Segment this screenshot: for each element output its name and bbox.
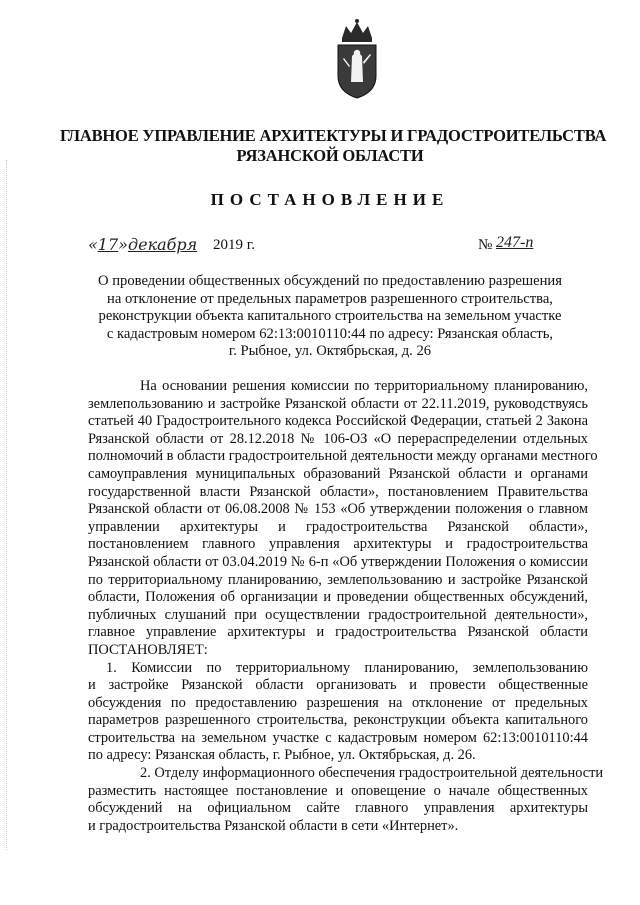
org-title-line-2: РЯЗАНСКОЙ ОБЛАСТИ	[236, 146, 424, 165]
subject-line: реконструкции объекта капитального строительства на земельном участке	[98, 308, 562, 325]
body-line: и застройке Рязанской области организовать и провести общественные	[88, 677, 588, 694]
body-line: параметров разрешенного строительства, реконструкции объекта капитального	[88, 712, 588, 729]
body-line: Рязанской области от 06.08.2008 № 153 «Об утверждении положения о главном	[88, 501, 588, 518]
handwritten-date	[88, 235, 197, 254]
subject-line: на отклонение от предельных параметров разрешенного строительства,	[107, 290, 553, 307]
body-line: по адресу: Рязанская область, г. Рыбное, ул. Октябрьская, д. 26.	[88, 747, 476, 764]
org-title-line-1: ГЛАВНОЕ УПРАВЛЕНИЕ АРХИТЕКТУРЫ И ГРАДОСТРОИТЕЛЬСТВА	[60, 126, 607, 145]
body-line: постановлением главного управления архитектуры и градостроительства	[88, 536, 588, 553]
date-open-quote: «	[88, 235, 98, 254]
body-line: области, Положения об организации и проведении общественных обсуждений,	[88, 589, 588, 606]
body-line: полномочий в области градостроительной деятельности между органами местного	[88, 448, 598, 465]
body-line: по территориальному планированию, землепользованию и застройке Рязанской	[88, 571, 588, 588]
body-line: Рязанской области от 03.04.2019 № 6-п «Об утверждении Положения о комиссии	[88, 553, 588, 570]
body-line: управлении архитектуры и градостроительства Рязанской области»,	[88, 518, 588, 535]
document-subject	[80, 273, 580, 361]
date-year: 2019 г.	[213, 237, 255, 253]
document-body	[88, 378, 604, 835]
scan-margin-artifact	[6, 160, 9, 850]
body-line: 1. Комиссии по территориальному планированию, землепользованию	[106, 659, 588, 676]
body-line: землепользованию и застройке Рязанской области от 22.11.2019, руководствуясь	[88, 395, 588, 412]
subject-line: с кадастровым номером 62:13:0010110:44 по адресу: Рязанская область,	[106, 325, 554, 342]
body-line: главное управление архитектуры и градостроительства Рязанской области	[88, 624, 588, 641]
date-number-line	[88, 234, 578, 259]
body-line: 2. Отделу информационного обеспечения градостроительной деятельности	[140, 765, 604, 782]
body-line: и градостроительства Рязанской области в сети «Интернет».	[88, 817, 459, 834]
body-line: публичных слушаний при осуществлении градостроительной деятельности»,	[88, 606, 588, 623]
document-type-title: ПОСТАНОВЛЕНИЕ	[210, 190, 450, 209]
subject-line: О проведении общественных обсуждений по предоставлению разрешения	[98, 273, 562, 289]
body-line: строительства на земельном участке с кадастровым номером 62:13:0010110:44	[88, 729, 588, 746]
date-day: 17	[97, 235, 119, 254]
subject-line: г. Рыбное, ул. Октябрьская, д. 26	[228, 343, 432, 360]
issuing-organization	[60, 126, 607, 166]
body-line: обсуждения по предоставлению разрешения на отклонение от предельных	[88, 694, 588, 711]
body-line: Рязанской области от 28.12.2018 № 106-ОЗ «О перераспределении отдельных	[88, 430, 588, 447]
ryazan-coat-of-arms-icon	[330, 18, 384, 100]
handwritten-number: 247-п	[496, 234, 534, 251]
date-month: декабря	[127, 235, 198, 254]
resolution-keyword: ПОСТАНОВЛЯЕТ:	[88, 641, 208, 658]
body-line: разместить настоящее постановление и оповещение о начале общественных	[88, 782, 588, 799]
body-line: государственной власти Рязанской области», постановлением Правительства	[88, 483, 588, 500]
date-close-quote: »	[118, 235, 128, 254]
body-line: На основании решения комиссии по территориальному планированию,	[140, 378, 588, 394]
body-line: самоуправления муниципальных образований Рязанской области и органами	[88, 465, 588, 482]
body-line: обсуждений на официальном сайте главного управления архитектуры	[88, 800, 588, 817]
number-label: №	[478, 237, 493, 253]
body-line: статьей 40 Градостроительного кодекса Российской Федерации, статьей 2 Закона	[88, 413, 588, 430]
